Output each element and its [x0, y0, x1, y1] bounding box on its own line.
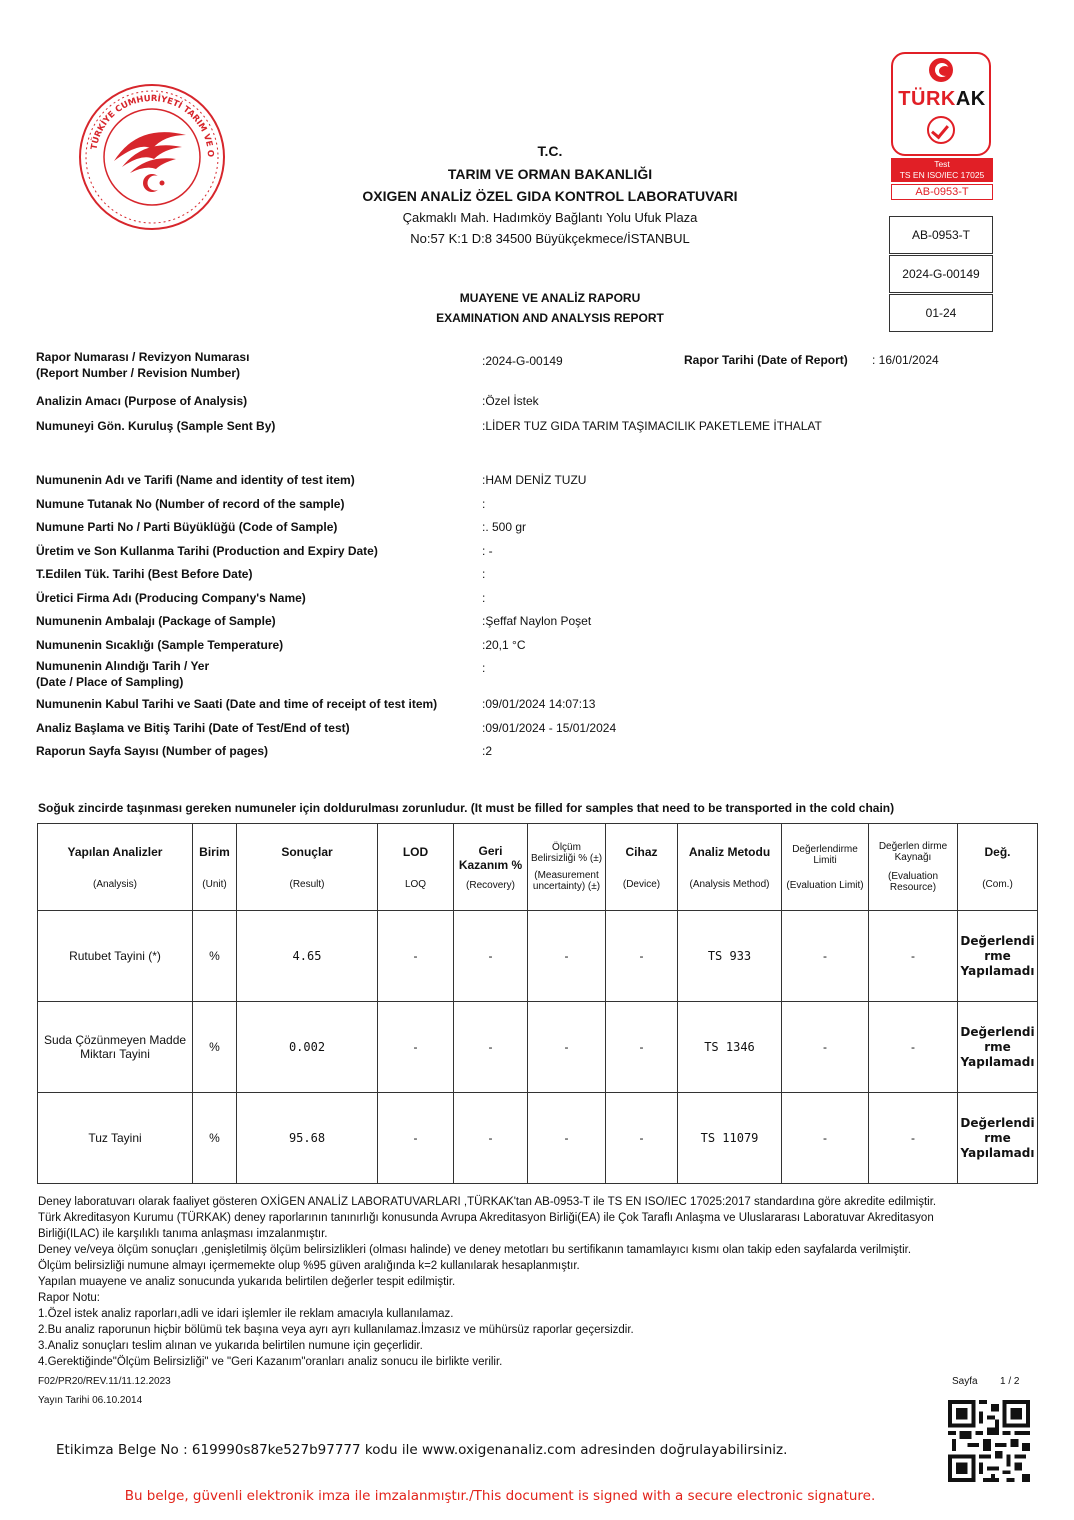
- info-value: :2024-G-00149: [482, 354, 563, 368]
- info-value: :: [482, 661, 486, 675]
- report-title-tr: MUAYENE VE ANALİZ RAPORU: [459, 291, 641, 305]
- report-date-value: : 16/01/2024: [872, 353, 939, 367]
- header-address-1: Çakmaklı Mah. Hadımköy Bağlantı Yolu Ufuk Plaza: [402, 210, 698, 225]
- cell-resource: -: [869, 911, 958, 1002]
- col-recovery: Geri Kazanım % (Recovery): [454, 824, 528, 911]
- info-value: :09/01/2024 - 15/01/2024: [482, 721, 617, 735]
- note-line: 3.Analiz sonuçları teslim alınan ve yukarıda belirtilen numune için geçerlidir.: [38, 1340, 423, 1352]
- note-line: Deney laboratuvarı olarak faaliyet gösteren OXİGEN ANALİZ LABORATUVARLARI ,TÜRKAK'tan AB-0953-T ile TS EN ISO/IEC 17025:2017 standardına göre akredite edilmiştir.: [38, 1196, 937, 1208]
- info-label: Analizin Amacı (Purpose of Analysis): [36, 394, 248, 408]
- info-label: Üretici Firma Adı (Producing Company's Name): [36, 591, 306, 605]
- box-report-no: 2024-G-00149: [889, 255, 993, 293]
- info-value: :2: [482, 744, 493, 758]
- cell-limit: -: [782, 1002, 869, 1093]
- note-line: Deney ve/veya ölçüm sonuçları ,genişletilmiş ölçüm belirsizlikleri (olması halinde) ve deney metotları bu sertifikanın tamamlayıcı kısmı olan takip eden sayfalarda verilmiştir.: [38, 1244, 912, 1256]
- col-result: Sonuçlar (Result): [237, 824, 378, 911]
- info-value: :20,1 °C: [482, 638, 526, 652]
- cell-limit: -: [782, 911, 869, 1002]
- info-label-en: (Report Number / Revision Number): [36, 366, 241, 380]
- cell-result: 4.65: [237, 911, 378, 1002]
- info-label: Numuneyi Gön. Kuruluş (Sample Sent By): [36, 419, 276, 433]
- info-value: :: [482, 497, 486, 511]
- col-uncertainty: Ölçüm Belirsizliği % (±) (Measurement uncertainty) (±): [528, 824, 606, 911]
- info-label: Rapor Numarası / Revizyon Numarası: [36, 350, 250, 364]
- col-eval-limit: Değerlendirme Limiti (Evaluation Limit): [782, 824, 869, 911]
- cell-resource: -: [869, 1002, 958, 1093]
- turkak-wordmark: TÜRKAK: [898, 88, 986, 110]
- info-value: :09/01/2024 14:07:13: [482, 697, 596, 711]
- cell-lod: -: [378, 1002, 454, 1093]
- cell-limit: -: [782, 1093, 869, 1184]
- col-device: Cihaz (Device): [606, 824, 678, 911]
- cell-device: -: [606, 1002, 678, 1093]
- info-label: Numunenin Alındığı Tarih / Yer: [36, 659, 210, 673]
- info-label: Raporun Sayfa Sayısı (Number of pages): [36, 744, 269, 758]
- col-unit: Birim (Unit): [193, 824, 237, 911]
- info-label-en: (Date / Place of Sampling): [36, 675, 184, 689]
- col-lod: LOD LOQ: [378, 824, 454, 911]
- box-accreditation-no: AB-0953-T: [889, 216, 993, 254]
- note-line: 1.Özel istek analiz raporları,adli ve idari işlemler ile reklam amacıyla kullanılamaz.: [38, 1308, 454, 1320]
- table-row: [38, 1002, 1038, 1093]
- col-method: Analiz Metodu (Analysis Method): [678, 824, 782, 911]
- cell-unit: %: [193, 1093, 237, 1184]
- cell-lod: -: [378, 911, 454, 1002]
- page-number: 1 / 2: [1000, 1376, 1020, 1387]
- info-value: :LİDER TUZ GIDA TARIM TAŞIMACILIK PAKETLEME İTHALAT: [482, 419, 822, 433]
- cell-analysis: Rutubet Tayini (*): [38, 911, 193, 1002]
- info-label: Numune Tutanak No (Number of record of the sample): [36, 497, 345, 511]
- form-code: F02/PR20/REV.11/11.12.2023: [38, 1376, 171, 1387]
- cell-method: TS 11079: [678, 1093, 782, 1184]
- info-value: :: [482, 591, 486, 605]
- header-ministry: TARIM VE ORMAN BAKANLIĞI: [447, 166, 653, 182]
- turkak-test-label: Test: [934, 159, 950, 169]
- col-analysis: Yapılan Analizler (Analysis): [38, 824, 193, 911]
- note-line: 4.Gerektiğinde"Ölçüm Belirsizliği" ve "Geri Kazanım"oranları analiz sonucu ile birlikte verilir.: [38, 1356, 503, 1368]
- page-label: Sayfa: [952, 1376, 978, 1387]
- qr-code-icon: [947, 1400, 1031, 1482]
- info-label: Numunenin Sıcaklığı (Sample Temperature): [36, 638, 284, 652]
- info-label: Numunenin Adı ve Tarifi (Name and identity of test item): [36, 473, 355, 487]
- cell-recovery: -: [454, 911, 528, 1002]
- ministry-seal-logo: [78, 83, 226, 231]
- results-table: [37, 823, 1038, 1184]
- info-value: :: [482, 567, 486, 581]
- accreditation-notes: [38, 1194, 1038, 1370]
- turkak-standard: TS EN ISO/IEC 17025: [899, 170, 985, 180]
- cell-lod: -: [378, 1093, 454, 1184]
- cell-recovery: -: [454, 1093, 528, 1184]
- header-lab-name: OXIGEN ANALİZ ÖZEL GIDA KONTROL LABORATUVARI: [362, 188, 738, 204]
- info-value: : -: [482, 544, 493, 558]
- col-eval-resource: Değerlen dirme Kaynağı (Evaluation Resource): [869, 824, 958, 911]
- cell-uncertainty: -: [528, 1002, 606, 1093]
- cell-resource: -: [869, 1093, 958, 1184]
- publish-date: Yayın Tarihi 06.10.2014: [38, 1395, 143, 1406]
- svg-text:TÜRKİYE CUMHURİYETİ TARIM VE O: TÜRKİYE CUMHURİYETİ TARIM VE O: [89, 93, 216, 158]
- info-label: Numunenin Ambalajı (Package of Sample): [36, 614, 276, 628]
- table-header-row: [38, 824, 1038, 911]
- cell-result: 95.68: [237, 1093, 378, 1184]
- cell-uncertainty: -: [528, 1093, 606, 1184]
- cold-chain-note: Soğuk zincirde taşınması gereken numuneler için doldurulması zorunludur. (It must be filled for samples that need to be transported in the cold chain): [38, 801, 895, 815]
- turkak-code: AB-0953-T: [891, 184, 993, 200]
- cell-unit: %: [193, 911, 237, 1002]
- cell-recovery: -: [454, 1002, 528, 1093]
- note-line: Türk Akreditasyon Kurumu (TÜRKAK) deney raporlarının tanınırlığı konusunda Avrupa Akreditasyon Birliği(EA) ile Çok Taraflı Anlaşma ve Uluslararası Laboratuvar Akreditasyon: [38, 1212, 934, 1224]
- cell-result: 0.002: [237, 1002, 378, 1093]
- info-value: :Özel İstek: [482, 394, 539, 408]
- cell-method: TS 1346: [678, 1002, 782, 1093]
- cell-comment: Değerlendi rme Yapılamadı: [958, 1093, 1038, 1184]
- cell-device: -: [606, 911, 678, 1002]
- note-line: Yapılan muayene ve analiz sonucunda yukarıda belirtilen değerler tespit edilmiştir.: [38, 1276, 456, 1288]
- cell-uncertainty: -: [528, 911, 606, 1002]
- turkak-crescent-icon: [929, 58, 953, 82]
- note-line: Ölçüm belirsizliği numune almayı içermemekte olup %95 güven aralığında k=2 kullanılarak hesaplanmıştır.: [38, 1260, 580, 1272]
- esignature-text: Bu belge, güvenli elektronik imza ile imzalanmıştır./This document is signed with a secure electronic signature.: [124, 1488, 876, 1504]
- cell-analysis: Tuz Tayini: [38, 1093, 193, 1184]
- cell-comment: Değerlendi rme Yapılamadı: [958, 1002, 1038, 1093]
- report-title-en: EXAMINATION AND ANALYSIS REPORT: [436, 311, 664, 325]
- cell-device: -: [606, 1093, 678, 1184]
- cell-unit: %: [193, 1002, 237, 1093]
- cell-method: TS 933: [678, 911, 782, 1002]
- turkak-accreditation-logo: [889, 52, 995, 202]
- note-line: Rapor Notu:: [38, 1292, 101, 1304]
- table-row: [38, 1093, 1038, 1184]
- report-date-label: Rapor Tarihi (Date of Report): [684, 353, 848, 367]
- info-label: Numune Parti No / Parti Büyüklüğü (Code of Sample): [36, 520, 338, 534]
- header-line-tc: T.C.: [537, 143, 563, 159]
- info-label: Üretim ve Son Kullanma Tarihi (Production and Expiry Date): [36, 544, 378, 558]
- verification-text: Etikimza Belge No : 619990s87ke527b97777 kodu ile www.oxigenanaliz.com adresinden doğrulayabilirsiniz.: [56, 1442, 788, 1458]
- note-line: 2.Bu analiz raporunun hiçbir bölümü tek başına veya ayrı ayrı kullanılamaz.İmzasız ve mühürsüz raporlar geçersizdir.: [38, 1324, 634, 1336]
- turkak-check-icon: [927, 116, 955, 144]
- info-value: :. 500 gr: [482, 520, 527, 534]
- info-label: T.Edilen Tük. Tarihi (Best Before Date): [36, 567, 253, 581]
- cell-comment: Değerlendi rme Yapılamadı: [958, 911, 1038, 1002]
- note-line: Birliği(ILAC) ile karşılıklı tanıma anlaşması imzalanmıştır.: [38, 1228, 328, 1240]
- cell-analysis: Suda Çözünmeyen Madde Miktarı Tayini: [38, 1002, 193, 1093]
- info-value: :HAM DENİZ TUZU: [482, 473, 587, 487]
- info-label: Analiz Başlama ve Bitiş Tarihi (Date of Test/End of test): [36, 721, 350, 735]
- header-address-2: No:57 K:1 D:8 34500 Büyükçekmece/İSTANBUL: [410, 231, 690, 246]
- info-value: :Şeffaf Naylon Poşet: [482, 614, 592, 628]
- box-revision: 01-24: [889, 294, 993, 332]
- col-comment: Değ. (Com.): [958, 824, 1038, 911]
- info-label: Numunenin Kabul Tarihi ve Saati (Date and time of receipt of test item): [36, 697, 438, 711]
- table-row: [38, 911, 1038, 1002]
